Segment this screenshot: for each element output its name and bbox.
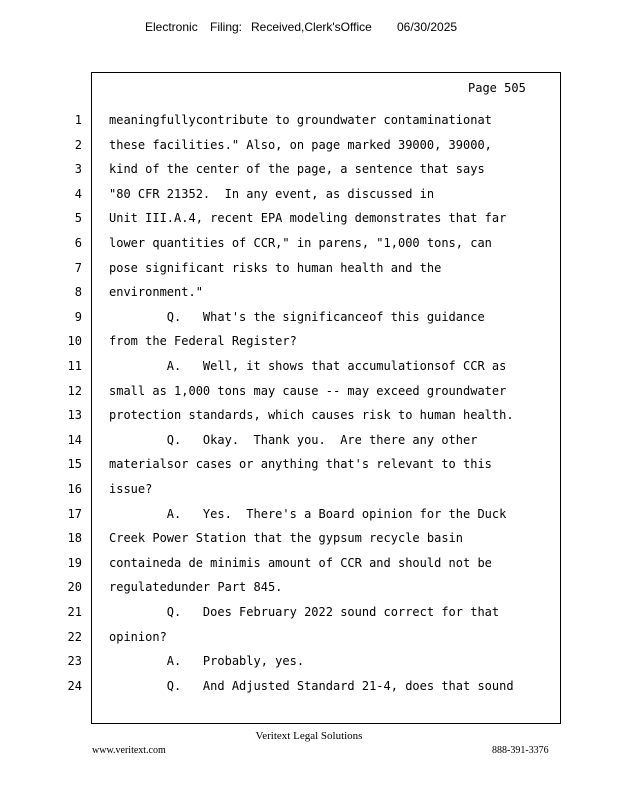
line-number: 12	[67, 384, 82, 398]
line-number: 18	[67, 531, 82, 545]
line-number: 2	[74, 138, 82, 152]
transcript-line: Unit III.A.4, recent EPA modeling demonstrates that far	[109, 211, 507, 225]
transcript-line: from the Federal Register?	[109, 334, 297, 348]
line-number: 8	[74, 285, 82, 299]
header-received: Received,Clerk'sOffice	[251, 20, 372, 34]
transcript-line: kind of the center of the page, a sentence that says	[109, 162, 485, 176]
line-number: 14	[67, 433, 82, 447]
line-number: 17	[67, 507, 82, 521]
line-number: 3	[74, 162, 82, 176]
transcript-line: Q. And Adjusted Standard 21-4, does that sound	[109, 679, 514, 693]
line-number: 11	[67, 359, 82, 373]
transcript-line: regulatedunder Part 845.	[109, 580, 283, 594]
footer-phone: 888-391-3376	[492, 745, 549, 756]
line-number: 16	[67, 482, 82, 496]
transcript-line: these facilities." Also, on page marked 39000, 39000,	[109, 138, 492, 152]
transcript-line: materialsor cases or anything that's relevant to this	[109, 457, 492, 471]
line-number: 7	[74, 261, 82, 275]
transcript-line: issue?	[109, 482, 153, 496]
transcript-line: environment."	[109, 285, 203, 299]
footer-company: Veritext Legal Solutions	[255, 730, 363, 742]
line-number: 4	[74, 187, 82, 201]
transcript-line: Q. Does February 2022 sound correct for that	[109, 605, 500, 619]
line-number: 15	[67, 457, 82, 471]
transcript-line: A. Well, it shows that accumulationsof CCR as	[109, 359, 507, 373]
transcript-line: A. Probably, yes.	[109, 654, 305, 668]
transcript-line: meaningfullycontribute to groundwater contaminationat	[109, 113, 492, 127]
line-number: 10	[67, 334, 82, 348]
line-number: 23	[67, 654, 82, 668]
transcript-line: pose significant risks to human health and the	[109, 261, 442, 275]
header-date: 06/30/2025	[397, 20, 458, 34]
line-number: 5	[74, 211, 82, 225]
line-number: 24	[67, 679, 82, 693]
header-electronic: Electronic	[145, 20, 198, 34]
transcript-line: Q. Okay. Thank you. Are there any other	[109, 433, 478, 447]
transcript-line: protection standards, which causes risk to human health.	[109, 408, 514, 422]
transcript-line: Creek Power Station that the gypsum recycle basin	[109, 531, 464, 545]
line-number: 9	[74, 310, 82, 324]
transcript-line: containeda de minimis amount of CCR and should not be	[109, 556, 492, 570]
transcript-line: Q. What's the significanceof this guidance	[109, 310, 485, 324]
line-number: 22	[67, 630, 82, 644]
transcript-line: "80 CFR 21352. In any event, as discussed in	[109, 187, 435, 201]
line-number: 19	[67, 556, 82, 570]
transcript-line: lower quantities of CCR," in parens, "1,000 tons, can	[109, 236, 492, 250]
line-number: 6	[74, 236, 82, 250]
transcript-line: opinion?	[109, 630, 167, 644]
line-number: 1	[74, 113, 82, 127]
line-number: 21	[67, 605, 82, 619]
header-filing: Filing:	[210, 20, 243, 34]
line-number: 13	[67, 408, 82, 422]
transcript-line: A. Yes. There's a Board opinion for the Duck	[109, 507, 507, 521]
page-number: Page 505	[468, 81, 526, 95]
footer-website: www.veritext.com	[92, 745, 166, 756]
transcript-line: small as 1,000 tons may cause -- may exceed groundwater	[109, 384, 507, 398]
line-number: 20	[67, 580, 82, 594]
